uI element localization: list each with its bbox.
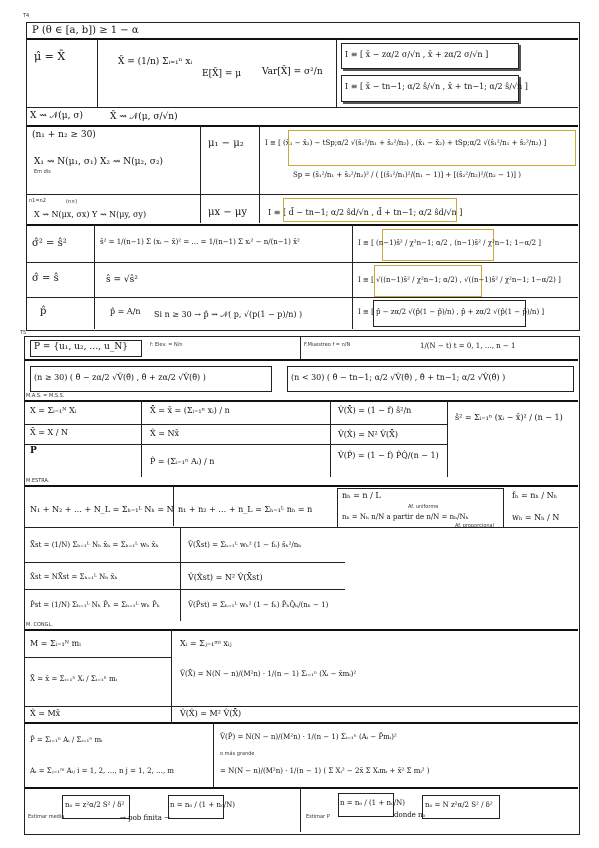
cg-p: P̂ = Σᵢ₌₁ⁿ Aᵢ / Σᵢ₌₁ⁿ mᵢ: [30, 736, 103, 744]
p-hat: p̂: [40, 306, 47, 317]
est-mean-label: Estimar media: [28, 814, 65, 820]
sampling-fraction: F.Muestreo f = n/N: [304, 342, 351, 348]
tiny-note: Em dis: [34, 169, 51, 175]
mas-p: P: [30, 446, 37, 456]
conglo-header: M. CONGL.: [26, 622, 53, 628]
mas-x-hat: X̂ = Nx̄: [150, 429, 179, 438]
ci-known-sigma: I ≡ [ x̄ − zα/2 σ/√n , x̄ + zα/2 σ/√n ]: [345, 50, 489, 59]
n-mean: n = n₀ / (1 + n₀/N): [170, 801, 235, 809]
strat-var-x: V̂(X̂st) = N² V̂(X̂̄st): [188, 573, 263, 582]
p-hat-def: p̂ = A/n: [110, 307, 141, 316]
n0-mean: n₀ = z²α/2 S² / δ²: [65, 801, 125, 809]
xy-dist: X ⇝ N(μx, σx) Y ⇝ N(μy, σy): [34, 210, 147, 219]
sp-formula: Sp = (ŝ₁²/n₁ + ŝ₂²/n₂)² / ( [(ŝ₁²/n₁)²/(n₁ − 1)] + [(ŝ₂²/n₂)²/(n₂ − 1)] ): [293, 171, 521, 179]
alloc-proportional: nₕ = Nₕ n/N a partir de n/N = nₕ/Nₕ: [342, 513, 469, 521]
mas-mean: X̄ = X / N: [30, 428, 68, 437]
s-def: ŝ = √ŝ²: [106, 275, 138, 285]
paired-note-b: (n×): [66, 199, 78, 205]
cg-xbar: X̂̄ = x̄ = Σᵢ₌₁ⁿ Xᵢ / Σᵢ₌₁ⁿ mᵢ: [30, 675, 118, 683]
mas-s2: ŝ² = Σᵢ₌₁ⁿ (xᵢ − x̄)² / (n − 1): [455, 413, 563, 422]
ci-proportion: I ≡ [ p̂ − zα/2 √(p̂(1 − p̂)/n) , p̂ + zα/2 √(p̂(1 − p̂)/n) ]: [358, 308, 545, 316]
ci-paired: I ≡ [ d̄ − tn−1; α/2 ŝd/√n , d̄ + tn−1; α/2 ŝd/√n ]: [268, 208, 463, 217]
ci-variance: I ≡ [ (n−1)ŝ² / χ²n−1; α/2 , (n−1)ŝ² / χ²n−1; 1−α/2 ]: [358, 239, 541, 247]
ci-unknown-sigma: I ≡ [ x̄ − tn−1; α/2 ŝ/√n , x̄ + tn−1; α/2 ŝ/√n ]: [345, 82, 528, 91]
est-p-label: Estimar P: [306, 814, 330, 820]
xbar-def: X̄ = (1/n) Σᵢ₌₁ⁿ xᵢ: [118, 57, 193, 67]
ci-paired-bracket: [283, 198, 457, 222]
ci-large-n: (n ≥ 30) ( θ̂ − zα/2 √V̂(θ̂) , θ̂ + zα/2 √V̂(θ̂) ): [34, 373, 206, 382]
s2-def: ŝ² = 1/(n−1) Σ (xᵢ − x̄)² = … = 1/(n−1) Σ xᵢ² − n/(n−1) x̄²: [100, 238, 300, 246]
alloc-prop-note: Af. proporcional: [455, 523, 494, 529]
confidence-def: P (θ ∈ [a, b]) ≥ 1 − α: [32, 25, 139, 36]
mu-hat: μ̂ = X̄: [34, 50, 66, 63]
alloc-uniform-note: Af. uniforme: [408, 504, 439, 510]
n-p: n = n₀ / (1 + n₀/N): [340, 799, 405, 807]
donde-label: donde n₀: [394, 811, 426, 819]
strat-fh: fₕ = nₕ / Nₕ: [512, 491, 558, 500]
strat-header: M.ESTRA.: [26, 478, 50, 484]
cg-var-p-expanded: = N(N − n)/(M²n) · 1/(n − 1) ( Σ Xᵢ² − 2x̄ Σ Xᵢmᵢ + x̄² Σ mᵢ² ): [220, 767, 430, 775]
variance: Var[X̄] = σ²/n: [262, 67, 323, 77]
cg-Xi: Xᵢ = Σⱼ₌₁ᵐⁱ xᵢⱼ: [180, 639, 232, 648]
x1-x2-dist: X₁ ⇝ N(μ₁, σ₁) X₂ ⇝ N(μ₂, σ₂): [34, 157, 164, 167]
strat-var-xbar: V̂(X̂̄st) = Σₕ₌₁ᴸ wₕ² (1 − fₕ) ŝₕ²/nₕ: [188, 541, 302, 549]
cg-var-p: V̂(P̂) = N(N − n)/(M²n) · 1/(n − 1) Σᵢ₌₁ⁿ (Aᵢ − P̂mᵢ)²: [220, 733, 397, 741]
strat-p: P̂st = (1/N) Σₕ₌₁ᴸ Nₕ P̂ₕ = Σₕ₌₁ᴸ wₕ P̂ₕ: [30, 601, 160, 609]
paired-note: n1=n2: [29, 198, 46, 204]
strat-n-sum: n₁ + n₂ + … + n_L = Σₕ₌₁ᴸ nₕ = n: [178, 505, 313, 514]
mu1-mu2: μ₁ − μ₂: [208, 138, 244, 149]
dist-xbar: X̄ ⇝ 𝒩(μ, σ/√n): [110, 112, 178, 122]
mux-muy: μx − μy: [208, 207, 248, 218]
n0-p: n₀ = N z²α/2 S² / δ²: [425, 801, 493, 809]
cg-alt-label: o más grande: [220, 751, 255, 757]
mas-p-hat: P̂ = (Σᵢ₌₁ⁿ Aᵢ) / n: [150, 457, 215, 466]
strat-xbar: X̂̄st = (1/N) Σₕ₌₁ᴸ Nₕ x̄ₕ = Σₕ₌₁ᴸ wₕ x̄ₕ: [30, 541, 159, 549]
cg-A: Aᵢ = Σⱼ₌₁ᵐ Aᵢⱼ i = 1, 2, …, n j = 1, 2, …, m: [30, 767, 175, 775]
strat-var-p: V̂(P̂st) = Σₕ₌₁ᴸ wₕ² (1 − fₕ) P̂ₕQ̂ₕ/(nₕ − 1): [188, 601, 329, 609]
population-def: P = {u₁, u₂, …, u_N}: [34, 342, 128, 352]
ci-diff-bracket: [288, 130, 576, 166]
section-label-t4: T4: [23, 13, 30, 19]
mas-xbar-hat: X̂̄ = x̄ = (Σᵢ₌₁ⁿ xᵢ) / n: [150, 406, 230, 415]
mas-var-x: V̂(X̂) = N² V̂(X̂̄): [338, 430, 398, 439]
expectation: E[X̄] = μ: [202, 69, 242, 79]
ci-small-n: (n < 30) ( θ̂ − tn−1; α/2 √V̂(θ̂) , θ̂ + tn−1; α/2 √V̂(θ̂) ): [291, 373, 506, 382]
strat-x: X̂st = NX̂̄st = Σₕ₌₁ᴸ Nₕ x̄ₕ: [30, 573, 118, 581]
sigma-hat: σ̂ = ŝ: [32, 273, 59, 284]
n1-n2-cond: (n₁ + n₂ ≥ 30): [32, 130, 96, 140]
p-large-sample: Si n ≥ 30 → p̂ ⇝ 𝒩( p, √(p(1 − p)/n) ): [154, 310, 303, 319]
strat-wh: wₕ = Nₕ / N: [512, 513, 560, 522]
mas-total: X = Σᵢ₌₁ᴺ Xᵢ: [30, 406, 77, 415]
mas-var-p: V̂(P̂) = (1 − f) P̂Q̂/(n − 1): [338, 451, 439, 460]
elevation-factor: f: Elev. = N/n: [150, 342, 183, 348]
ci-diff-means: I ≡ [ (x̄₁ − x̄₂) − tSp;α/2 √(ŝ₁²/n₁ + ŝ₂²/n₂) , (x̄₁ − x̄₂) + tSp;α/2 √(ŝ₁²/n₁ + ŝ₂²/n₂) ]: [265, 139, 547, 147]
cg-M: M = Σᵢ₌₁ᴺ mᵢ: [30, 639, 81, 648]
selection-prob: 1/(N − t) t = 0, 1, …, n − 1: [420, 342, 516, 350]
cg-var-xbar: V̂(X̂̄) = N(N − n)/(M²n) · 1/(n − 1) Σᵢ₌₁ⁿ (Xᵢ − x̄mᵢ)²: [180, 670, 357, 678]
cg-var-x: V̂(X̂) = M² V̂(X̂̄): [180, 709, 242, 718]
ci-sd: I ≡ [ √((n−1)ŝ² / χ²n−1; α/2) , √((n−1)ŝ² / χ²n−1; 1−α/2) ]: [358, 276, 561, 284]
finite-pop-arrow: → pob finita →: [120, 814, 170, 822]
mas-header: M.A.S. = M.S.S.: [26, 393, 65, 399]
t5-panel: [24, 336, 580, 835]
dist-x: X ⇝ 𝒩(μ, σ): [30, 111, 84, 121]
strat-N-sum: N₁ + N₂ + … + N_L = Σₕ₌₁ᴸ Nₕ = N: [30, 505, 174, 514]
sigma2-hat: σ̂² = ŝ²: [32, 238, 67, 249]
cg-x: X̂ = Mx̄: [30, 709, 61, 718]
alloc-uniform: nₕ = n / L: [342, 491, 381, 500]
mas-var-xbar: V̂(X̂̄) = (1 − f) ŝ²/n: [338, 406, 412, 415]
section-label-t5: T5: [20, 330, 27, 336]
